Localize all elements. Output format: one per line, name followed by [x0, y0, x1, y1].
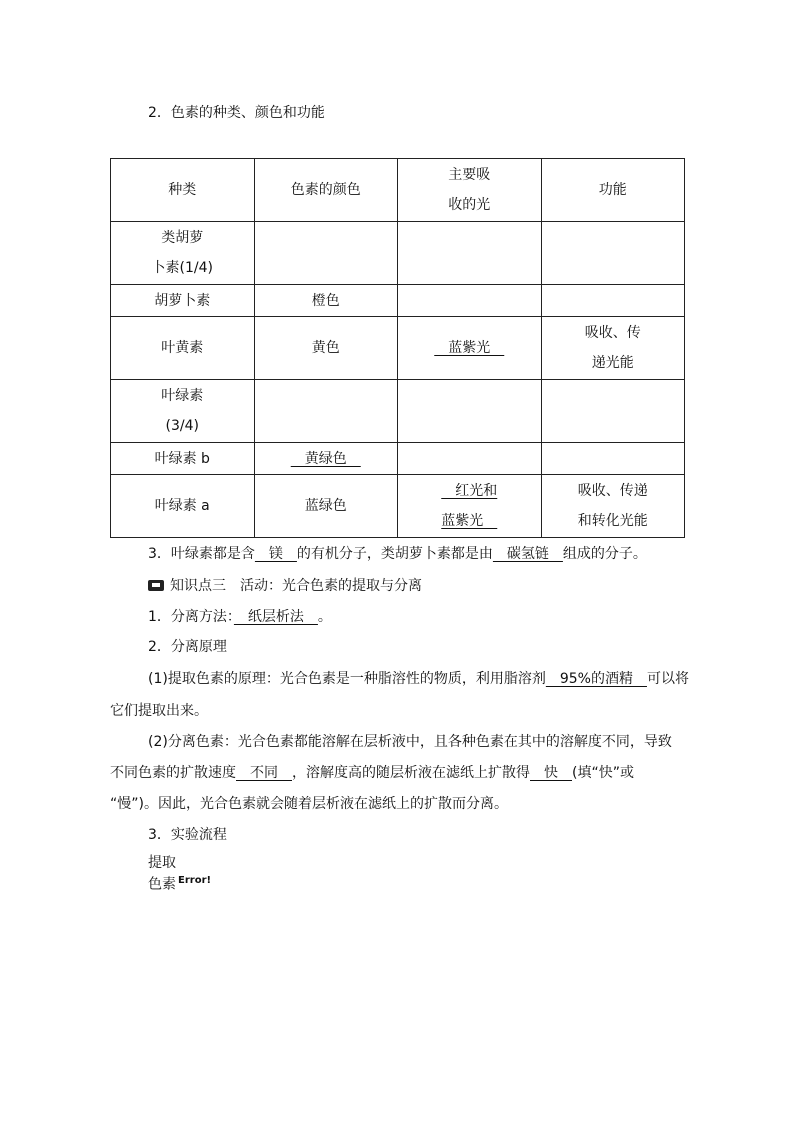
cell-function: 吸收、传 递光能	[541, 317, 685, 380]
cell-light	[398, 443, 542, 475]
table-header-row	[111, 159, 685, 222]
cell-color: 橙色	[254, 285, 398, 317]
table-row	[111, 285, 685, 317]
separation-method: 1．分离方法： 纸层析法 。	[148, 609, 332, 625]
error-field-marker: Error!	[178, 875, 212, 886]
cell-color	[254, 380, 398, 443]
paragraph-chlorophyll-structure: 3．叶绿素都是含 镁 的有机分子，类胡萝卜素都是由 碳氢链 组成的分子。	[148, 546, 647, 562]
section-2-title: 2．色素的种类、颜色和功能	[148, 105, 325, 121]
table-row	[111, 475, 685, 538]
cell-function	[541, 380, 685, 443]
cell-function	[541, 285, 685, 317]
flow-step-extract: 提取 色素 $^{Error!}$	[148, 855, 212, 893]
separation-pigment-line2: 不同色素的扩散速度 不同 ，溶解度高的随层析液在滤纸上扩散得 快 (填“快”或	[110, 765, 634, 781]
cell-light: 蓝紫光	[398, 317, 542, 380]
cell-function	[541, 443, 685, 475]
separation-pigment-line3: “慢”)。因此，光合色素就会随着层析液在滤纸上的扩散而分离。	[110, 796, 508, 812]
pencil-badge-icon	[148, 580, 164, 591]
table-row	[111, 443, 685, 475]
header-kind: 种类	[111, 159, 255, 222]
pigment-table	[110, 158, 685, 538]
knowledge-point-3-heading: 知识点三 活动：光合色素的提取与分离	[148, 576, 422, 596]
cell-light	[398, 285, 542, 317]
header-light: 主要吸 收的光	[398, 159, 542, 222]
separation-pigment-line1: (2)分离色素：光合色素都能溶解在层析液中，且各种色素在其中的溶解度不同，导致	[148, 734, 672, 750]
cell-color: 蓝绿色	[254, 475, 398, 538]
cell-color: 黄色	[254, 317, 398, 380]
extraction-principle-line2: 它们提取出来。	[110, 703, 208, 719]
cell-function: 吸收、传递 和转化光能	[541, 475, 685, 538]
header-function: 功能	[541, 159, 685, 222]
cell-light	[398, 380, 542, 443]
cell-kind: 叶黄素	[111, 317, 255, 380]
cell-color	[254, 222, 398, 285]
cell-kind: 类胡萝 卜素(1/4)	[111, 222, 255, 285]
table-row	[111, 222, 685, 285]
header-color: 色素的颜色	[254, 159, 398, 222]
table-row	[111, 317, 685, 380]
table-row	[111, 380, 685, 443]
cell-light	[398, 222, 542, 285]
cell-kind: 叶绿素 a	[111, 475, 255, 538]
cell-kind: 叶绿素 (3/4)	[111, 380, 255, 443]
cell-function	[541, 222, 685, 285]
cell-kind: 胡萝卜素	[111, 285, 255, 317]
extraction-principle-line1: (1)提取色素的原理：光合色素是一种脂溶性的物质，利用脂溶剂 95%的酒精 可以将	[148, 671, 689, 687]
experiment-flow-title: 3．实验流程	[148, 827, 227, 843]
cell-light: 红光和 蓝紫光	[398, 475, 542, 538]
cell-color: 黄绿色	[254, 443, 398, 475]
separation-principle-title: 2．分离原理	[148, 639, 227, 655]
cell-kind: 叶绿素 b	[111, 443, 255, 475]
